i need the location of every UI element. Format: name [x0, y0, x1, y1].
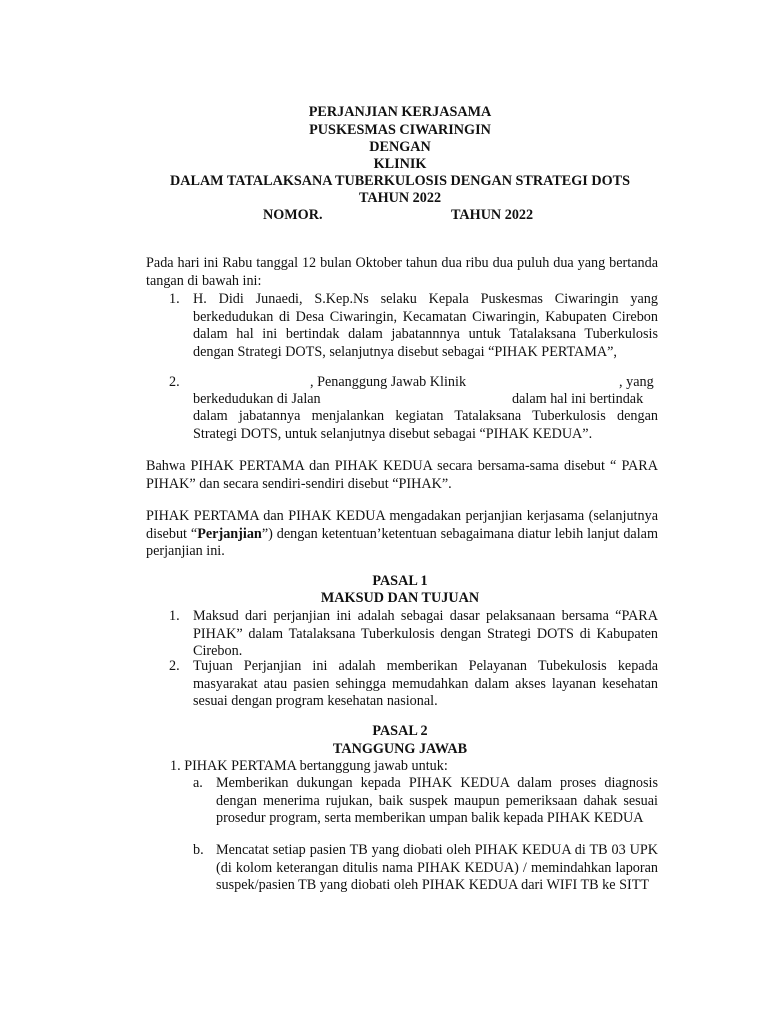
pasal-1-title: PASAL 1 [372, 573, 428, 589]
party-2-address-label: berkedudukan di Jalan [193, 391, 321, 407]
agreement-paragraph [146, 508, 658, 561]
nomor-label: NOMOR. [263, 207, 323, 223]
opening-paragraph: Pada hari ini Rabu tanggal 12 bulan Oktober tahun dua ribu dua puluh dua yang bertanda tangan di bawah ini: [146, 255, 658, 289]
party-2-yang: , yang [619, 374, 654, 390]
pasal-2-b-text: Mencatat setiap pasien TB yang diobati oleh PIHAK KEDUA di TB 03 UPK (di kolom keterangan ditulis nama PIHAK KEDUA) / memindahkan laporan suspek/pasien TB yang diobati oleh PIHAK KEDUA dari WIFI TB ke SITT [216, 842, 658, 893]
party-2-role: , Penanggung Jawab Klinik [310, 374, 467, 390]
pasal-2-a-text: Memberikan dukungan kepada PIHAK KEDUA dalam proses diagnosis dengan menerima rujukan, baik suspek maupun pemeriksaan dahak sesuai prosedur program, serta memberikan umpan balik kepada PIHAK KEDUA [216, 775, 658, 826]
pasal-1-item-1: Maksud dari perjanjian ini adalah sebagai dasar pelaksanaan bersama “PARA PIHAK” dalam Tatalaksana Tuberkulosis dengan Strategi DOTS di Kabupaten Cirebon. [193, 608, 658, 659]
agreement-text-pre: PIHAK PERTAMA dan PIHAK KEDUA mengadakan perjanjian kerjasama (selanjutnya disebut “ [146, 508, 658, 542]
party-1-text: H. Didi Junaedi, S.Kep.Ns selaku Kepala Puskesmas Ciwaringin yang berkedudukan di Desa Ciwaringin, Kecamatan Ciwaringin, Kabupaten Cirebon dalam hal ini bertindak dalam jabatannnya untuk Tatalaksana Tuberkulosis dengan Strategi DOTS, selanjutnya disebut sebagai “PIHAK PERTAMA”, [193, 291, 658, 360]
pasal-2-title: PASAL 2 [372, 723, 428, 739]
pasal-2-subtitle: TANGGUNG JAWAB [332, 741, 468, 757]
doc-title-line-2: PUSKESMAS CIWARINGIN [309, 122, 491, 138]
doc-title-line-5: DALAM TATALAKSANA TUBERKULOSIS DENGAN STRATEGI DOTS [169, 173, 630, 189]
pasal-2-lead: 1. PIHAK PERTAMA bertanggung jawab untuk: [170, 758, 448, 774]
pasal-1-item-2: Tujuan Perjanjian ini adalah memberikan Pelayanan Tubekulosis kepada masyarakat atau pasien sehingga memudahkan dalam akses layanan kesehatan sesuai dengan program kesehatan nasional. [193, 658, 658, 709]
pasal-1-item-2-number: 2. [169, 658, 180, 674]
agreement-term: Perjanjian [197, 525, 262, 542]
bahwa-paragraph: Bahwa PIHAK PERTAMA dan PIHAK KEDUA secara bersama-sama disebut “ PARA PIHAK” dan secara sendiri-sendiri disebut “PIHAK”. [146, 458, 658, 492]
pasal-2-b-letter: b. [193, 842, 204, 858]
party-2-acting: dalam hal ini bertindak [512, 391, 644, 407]
doc-title-line-1: PERJANJIAN KERJASAMA [308, 104, 492, 120]
party-2-number: 2. [169, 374, 180, 390]
pasal-1-item-1-number: 1. [169, 608, 180, 624]
pasal-1-subtitle: MAKSUD DAN TUJUAN [320, 590, 480, 606]
doc-title-line-3: DENGAN [369, 139, 431, 155]
agreement-text-post: ”) dengan ketentuan’ketentuan sebagaimana diatur lebih lanjut dalam perjanjian ini. [146, 525, 658, 559]
party-1-number: 1. [169, 291, 180, 307]
doc-title-line-4: KLINIK [373, 156, 427, 172]
pasal-2-a-letter: a. [193, 775, 203, 791]
doc-title-line-6: TAHUN 2022 [358, 190, 442, 206]
party-2-text: dalam jabatannya menjalankan kegiatan Tatalaksana Tuberkulosis dengan Strategi DOTS, untuk selanjutnya disebut sebagai “PIHAK KEDUA”. [193, 408, 658, 442]
nomor-year: TAHUN 2022 [451, 207, 534, 223]
